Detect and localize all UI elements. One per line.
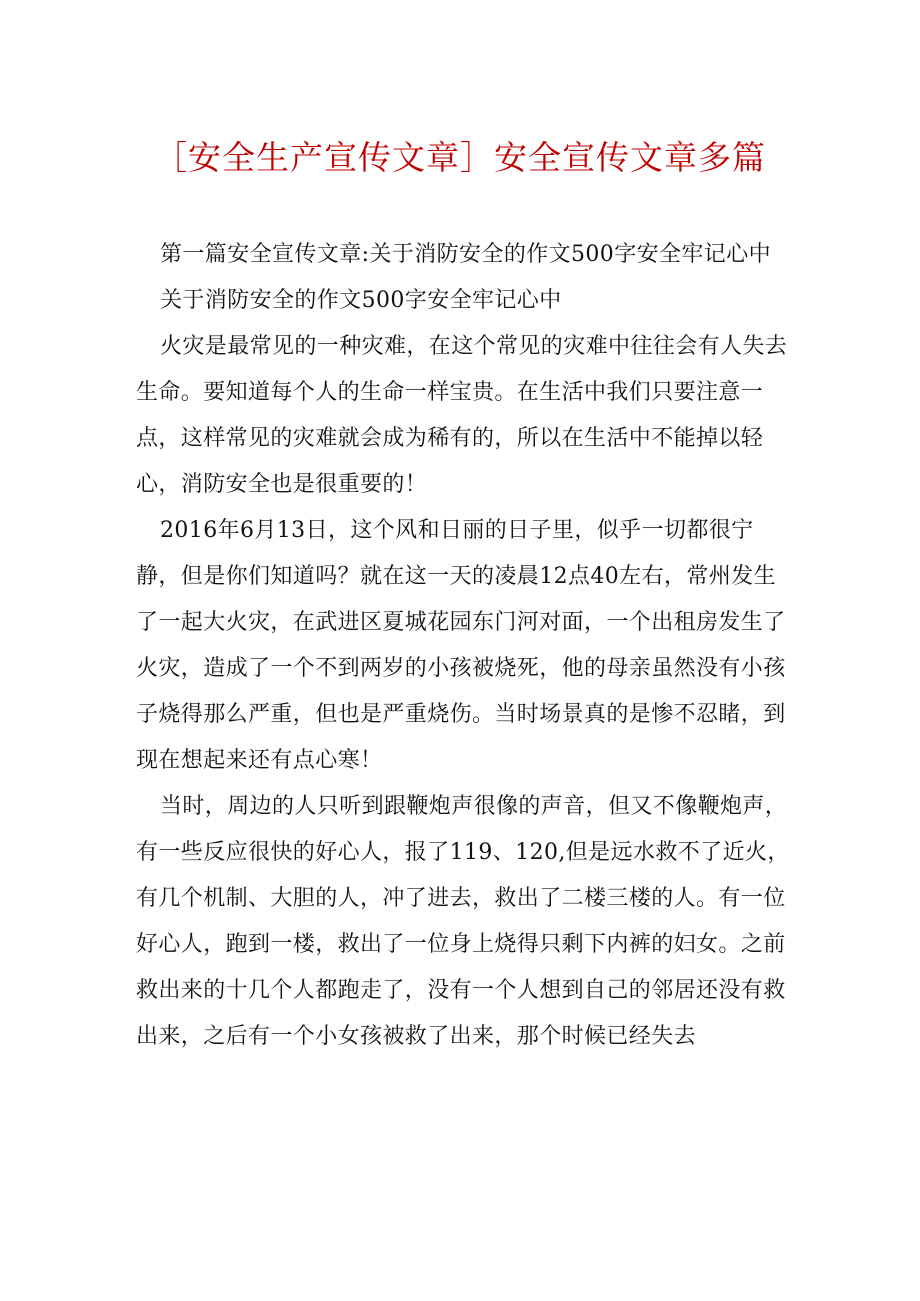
body-paragraph: 火灾是最常见的一种灾难，在这个常见的灾难中往往会有人失去生命。要知道每个人的生命一样宝贵。在生活中我们只要注意一点，这样常见的灾难就会成为稀有的，所以在生活中不能掉以轻心，消防安全也是很重要的！ [136, 334, 788, 497]
article-subheading: 关于消防安全的作文500字安全牢记心中 [160, 288, 562, 313]
document-title: ［安全生产宣传文章］安全宣传文章多篇 [154, 138, 766, 177]
article-heading: 第一篇安全宣传文章:关于消防安全的作文500字安全牢记心中 [160, 242, 772, 267]
body-paragraph: 2016年6月13日，这个风和日丽的日子里，似乎一切都很宁静，但是你们知道吗？就在这一天的凌晨12点40左右，常州发生了一起大火灾，在武进区夏城花园东门河对面，一个出租房发生了火灾，造成了一个不到两岁的小孩被烧死，他的母亲虽然没有小孩子烧得那么严重，但也是严重烧伤。当时场景真的是惨不忍睹，到现在想起来还有点心寒！ [136, 518, 786, 773]
body-paragraph: 当时，周边的人只听到跟鞭炮声很像的声音，但又不像鞭炮声，有一些反应很快的好心人，报了119、120,但是远水救不了近火，有几个机制、大胆的人，冲了进去，救出了二楼三楼的人。有一位好心人，跑到一楼，救出了一位身上烧得只剩下内裤的妇女。之前救出来的十几个人都跑走了，没有一个人想到自己的邻居还没有救出来，之后有一个小女孩被救了出来，那个时候已经失去 [136, 794, 790, 1049]
document-body [136, 232, 796, 1060]
